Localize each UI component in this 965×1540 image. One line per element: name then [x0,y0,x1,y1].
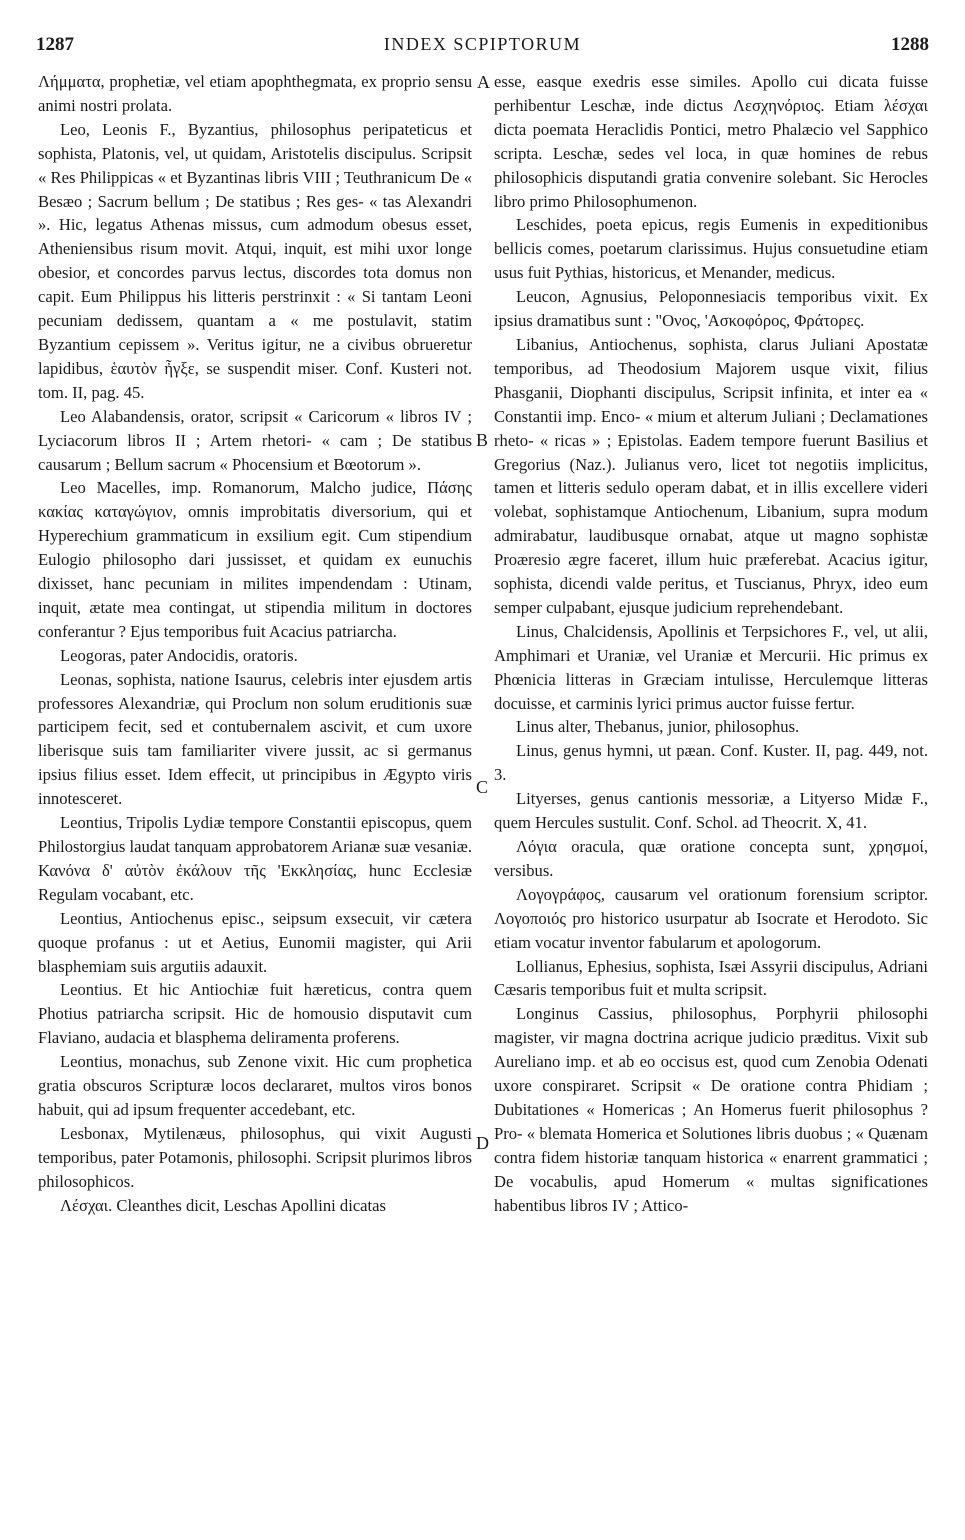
index-entry: Libanius, Antiochenus, sophista, clarus Juliani Apostatæ temporibus, ad Theodosium Majorem usque vixit, filius Phasganii, Diophanti discipulus, Scripsit infinita, et inter ea « Constantii imp. Enco- « mium et alterum Juliani ; Declamationes rheto- « ricas » ; Epistolas. Eadem tempore fuerunt Basilius et Gregorius (Naz.). Julianus vero, licet tot negotiis implicitus, tamen et litteris sedulo operam dabat, et in illis excellere videri volebat, sophistamque Antiochenum, Libanium, supra modum admirabatur, laudibusque ornabat, atque ut magno sophistæ Proæresio ægre faceret, illum huic præferebat. Acacius igitur, sophista, dicendi valde peritus, et Tuscianus, Phryx, ideo eum semper culpabant, ejusque judicium reprehendebant. [494,334,928,617]
index-entry: Λήμματα, prophetiæ, vel etiam apophthegmata, ex proprio sensu animi nostri prolata. [38,72,472,115]
index-entry: Leo, Leonis F., Byzantius, philosophus peripateticus et sophista, Platonis, vel, ut quidam, Aristotelis discipulus. Scripsit « Res Philippicas « et Byzantinas libris VIII ; Teuthranicum De « Besæo ; Sacrum bellum ; De statibus ; Res ges- « tas Alexandri ». Hic, legatus Athenas missus, cum admodum obesus esset, Atheniensibus risum movit. Atqui, inquit, est mihi uxor longe obesior, et concordes parvus lectus, discordes tota domus non capit. Eum Philippus his litteris perstrinxit : « Si tantam Leoni pecuniam dedissem, quantam a « me postulavit, statim Byzantium cepissem ». Veritus igitur, ne a civibus obrueretur lapidibus, ἑαυτὸν ἦγξε, se suspendit miser. Conf. Kusteri not. tom. II, pag. 45. [38,119,472,402]
margin-marker-b: B [476,430,489,450]
index-entry: Leontius, Tripolis Lydiæ tempore Constantii episcopus, quem Philostorgius laudat tanquam approbatorem Arianæ suæ vesaniæ. Κανόνα δ' αὐτὸν ἐκάλουν τῆς 'Εκκλησίας, hunc Ecclesiæ Regulam vocabant, etc. [38,813,472,904]
index-entry: Leschides, poeta epicus, regis Eumenis in expeditionibus bellicis comes, poetarum clarissimus. Hujus consuetudine etiam usus fuit Pythias, historicus, et Menander, medicus. [494,215,928,283]
index-entry: Leontius, monachus, sub Zenone vixit. Hic cum prophetica gratia obscuros Scripturæ locos declararet, multos viros bonos habuit, qui ad ipsum frequenter accedebant, etc. [38,1052,472,1119]
index-entry: Linus, Chalcidensis, Apollinis et Terpsichores F., vel, ut alii, Amphimari et Uraniæ, vel Uraniæ et Mercurii. Hic primus ex Phœnicia litteras in Græciam intulisse, Herculemque litteras docuisse, et carminis lyrici primus auctor fuisse fertur. [494,621,928,713]
index-entry: Longinus Cassius, philosophus, Porphyrii philosophi magister, vir magna doctrina acrique judicio præditus. Vixit sub Aureliano imp. et ab eo occisus est, quod cum Zenobia Odenati uxore conspiraret. Scripsit « De oratione contra Phidiam ; Dubitationes « Homericas ; An Homerus fuerit philosophus ? Pro- « blemata Homerica et Solutiones libris duobus ; « Quænam contra fidem historiæ tanquam historica « enarrent grammatici ; De vocabulis, apud Homerum « multas significationes habentibus libros IV ; Attico- [494,1004,928,1215]
margin-marker-a: A [477,72,490,92]
index-entry: Lityerses, genus cantionis messoriæ, a Lityerso Midæ F., quem Hercules sustulit. Conf. Schol. ad Theocrit. X, 41. [494,789,928,833]
index-entry: Leo Macelles, imp. Romanorum, Malcho judice, Πάσης κακίας καταγώγιον, omnis improbitatis diversorium, qui et Hyperechium grammaticum in exsilium egit. Cum stipendium Eulogio philosopho dari jussisset, et quidam ex eunuchis dixisset, hanc pecuniam in milites impendendam : Utinam, inquit, ætate mea contingat, ut stipendia militum in doctores conferantur ? Ejus temporibus fuit Acacius patriarcha. [38,478,472,641]
page-number-left: 1287 [36,34,74,55]
index-entry: Λέσχαι. Cleanthes dicit, Leschas Apollini dicatas [60,1195,386,1215]
index-entry: Linus alter, Thebanus, junior, philosophus. [516,717,800,737]
index-entry: Lollianus, Ephesius, sophista, Isæi Assyrii discipulus, Adriani Cæsaris temporibus fuit et multa scripsit. [494,956,928,1000]
index-entry: esse, easque exedris esse similes. Apollo cui dicata fuisse perhibentur Leschæ, inde dictus Λεσχηνόριος. Etiam λέσχαι dicta poemata Heraclidis Pontici, metro Phalæcio vel Sapphico scripta. Leschæ, sedes vel loca, in quæ homines de rebus philosophicis disputandi gratia convenire solebant. Sic Herocles libro primo Philosophumenon. [494,72,928,211]
left-column [38,70,472,1218]
margin-marker-d: D [476,1133,489,1153]
right-column [494,70,928,1218]
index-entry: Lesbonax, Mytilenæus, philosophus, qui vixit Augusti temporibus, pater Potamonis, philosophi. Scripsit plurimos libros philosophicos. [38,1123,472,1191]
index-entry: Λόγια oracula, quæ oratione concepta sunt, χρησμοί, versibus. [494,837,928,880]
index-entry: Leontius. Et hic Antiochiæ fuit hæreticus, contra quem Photius patriarcha scripsit. Hic de homousio disputavit cum Flaviano, audacia et blasphema deliramenta proferens. [38,980,472,1048]
index-entry: Leogoras, pater Andocidis, oratoris. [60,645,298,665]
running-header [36,34,929,62]
index-entry: Leucon, Agnusius, Peloponnesiacis temporibus vixit. Ex ipsius dramatibus sunt : "Ονος, 'Ασκοφόρος, Φράτορες. [494,287,928,331]
index-entry: Leo Alabandensis, orator, scripsit « Caricorum « libros IV ; Lyciacorum libros II ; Artem rhetori- « cam ; De statibus causarum ; Bellum sacrum « Phocensium et Bœotorum ». [38,406,472,474]
index-entry: Leonas, sophista, natione Isaurus, celebris inter ejusdem artis professores Alexandriæ, qui Proclum non solum eruditionis suæ participem fecit, sed et contubernalem ascivit, et cum uxore liberisque suis tam familiariter vivere jussit, ac si germanus ipsius filius esset. Idem effecit, ut principibus in Ægypto viris innotesceret. [38,669,472,809]
index-entry: Linus, genus hymni, ut pæan. Conf. Kuster. II, pag. 449, not. 3. [494,741,928,785]
index-entry: Λογογράφος, causarum vel orationum forensium scriptor. Λογοποιός pro historico usurpatur ab Isocrate et Herodoto. Sic etiam vocatur inventor fabularum et apologorum. [494,884,928,952]
running-title: INDEX SCPIPTORUM [383,34,582,54]
index-entry: Leontius, Antiochenus episc., seipsum exsecuit, vir cætera quoque profanus : ut et Aetius, Eunomii magister, qui Arii blasphemiam suis argutiis adauxit. [38,908,472,976]
margin-marker-c: C [476,777,489,797]
page-number-right: 1288 [891,34,929,55]
